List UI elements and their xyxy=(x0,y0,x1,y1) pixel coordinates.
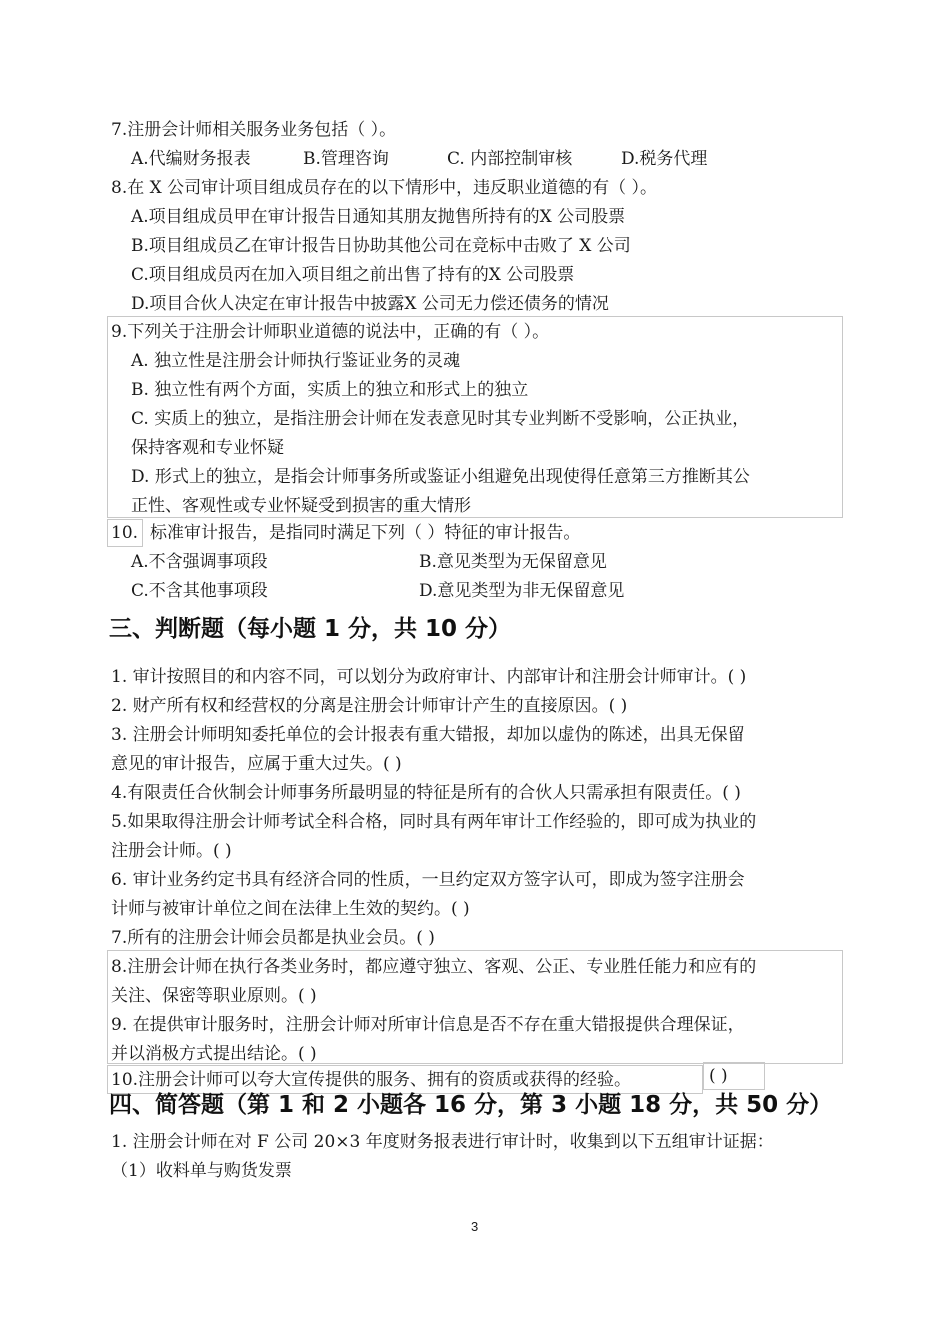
s3-item8-line2: 关注、保密等职业原则。( ) xyxy=(111,986,317,1006)
q8-option-a: A.项目组成员甲在审计报告日通知其朋友抛售所持有的X 公司股票 xyxy=(131,207,626,227)
q8-stem: 8.在 X 公司审计项目组成员存在的以下情形中，违反职业道德的有（ ）。 xyxy=(111,178,658,198)
q9-option-c-line2: 保持客观和专业怀疑 xyxy=(131,438,284,458)
s3-item1: 1. 审计按照目的和内容不同，可以划分为政府审计、内部审计和注册会计师审计。( ) xyxy=(111,667,747,687)
q10-option-c: C.不含其他事项段 xyxy=(131,581,268,601)
s3-item3-line1: 3. 注册会计师明知委托单位的会计报表有重大错报，却加以虚伪的陈述，出具无保留 xyxy=(111,725,745,745)
s3-item6-line1: 6. 审计业务约定书具有经济合同的性质，一旦约定双方签字认可，即成为签字注册会 xyxy=(111,870,745,890)
q9-option-d-line1: D. 形式上的独立，是指会计师事务所或鉴证小组避免出现使得任意第三方推断其公 xyxy=(131,467,750,487)
q8-option-c: C.项目组成员丙在加入项目组之前出售了持有的X 公司股票 xyxy=(131,265,575,285)
q7-option-d: D.税务代理 xyxy=(621,149,708,169)
s3-item3-line2: 意见的审计报告，应属于重大过失。( ) xyxy=(111,754,402,774)
s3-item10-bracket: ( ) xyxy=(709,1066,728,1086)
q10-option-a: A.不含强调事项段 xyxy=(131,552,268,572)
q8-option-b: B.项目组成员乙在审计报告日协助其他公司在竞标中击败了 X 公司 xyxy=(131,236,631,256)
s3-item2: 2. 财产所有权和经营权的分离是注册会计师审计产生的直接原因。( ) xyxy=(111,696,628,716)
q9-option-d-line2: 正性、客观性或专业怀疑受到损害的重大情形 xyxy=(131,496,471,516)
section3-title: 三、判断题（每小题 1 分，共 10 分） xyxy=(109,616,512,642)
q9-option-c-line1: C. 实质上的独立，是指注册会计师在发表意见时其专业判断不受影响，公正执业， xyxy=(131,409,750,429)
s3-item5-line1: 5.如果取得注册会计师考试全科合格，同时具有两年审计工作经验的，即可成为执业的 xyxy=(111,812,757,832)
s3-item5-line2: 注册会计师。( ) xyxy=(111,841,232,861)
s3-item9-line1: 9. 在提供审计服务时，注册会计师对所审计信息是否不存在重大错报提供合理保证， xyxy=(111,1015,745,1035)
q9-option-b: B. 独立性有两个方面，实质上的独立和形式上的独立 xyxy=(131,380,529,400)
page-number: 3 xyxy=(471,1219,479,1234)
q7-option-c: C. 内部控制审核 xyxy=(447,149,573,169)
q7-option-b: B.管理咨询 xyxy=(303,149,389,169)
q9-option-a: A. 独立性是注册会计师执行鉴证业务的灵魂 xyxy=(131,351,461,371)
q10-option-b: B.意见类型为无保留意见 xyxy=(419,552,607,572)
s3-item7: 7.所有的注册会计师会员都是执业会员。( ) xyxy=(111,928,435,948)
q10-stem: 标准审计报告，是指同时满足下列（ ）特征的审计报告。 xyxy=(150,523,581,543)
q7-option-a: A.代编财务报表 xyxy=(131,149,251,169)
s3-item6-line2: 计师与被审计单位之间在法律上生效的契约。( ) xyxy=(111,899,470,919)
s3-item4: 4.有限责任合伙制会计师事务所最明显的特征是所有的合伙人只需承担有限责任。( ) xyxy=(111,783,741,803)
s3-item8-line1: 8.注册会计师在执行各类业务时，都应遵守独立、客观、公正、专业胜任能力和应有的 xyxy=(111,957,757,977)
q9-stem: 9.下列关于注册会计师职业道德的说法中，正确的有（ ）。 xyxy=(111,322,550,342)
q8-option-d: D.项目合伙人决定在审计报告中披露X 公司无力偿还债务的情况 xyxy=(131,294,609,314)
s4-q1: 1. 注册会计师在对 F 公司 20×3 年度财务报表进行审计时，收集到以下五组审计证据： xyxy=(111,1132,774,1152)
section4-title: 四、简答题（第 1 和 2 小题各 16 分，第 3 小题 18 分，共 50 分） xyxy=(109,1092,833,1118)
s3-item10: 10.注册会计师可以夸大宣传提供的服务、拥有的资质或获得的经验。 xyxy=(111,1070,632,1090)
s3-item9-line2: 并以消极方式提出结论。( ) xyxy=(111,1044,317,1064)
s4-q1-item1: （1）收料单与购货发票 xyxy=(111,1161,292,1181)
q10-option-d: D.意见类型为非无保留意见 xyxy=(419,581,625,601)
q10-number: 10. xyxy=(111,523,139,543)
q7-stem: 7.注册会计师相关服务业务包括（ ）。 xyxy=(111,120,397,140)
